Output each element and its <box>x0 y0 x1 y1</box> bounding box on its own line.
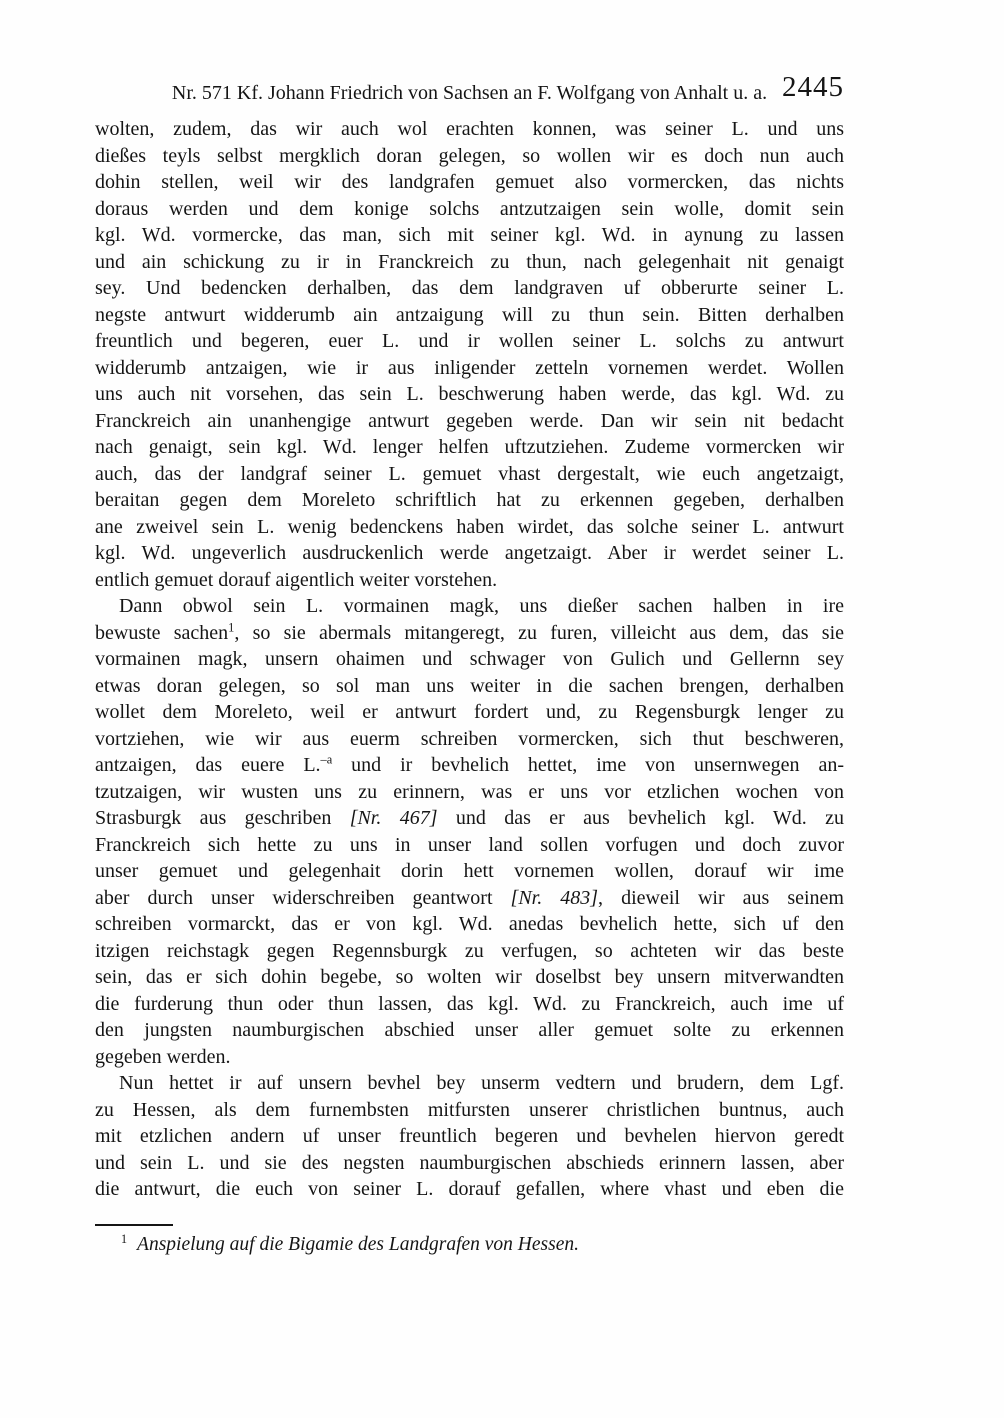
text-line <box>95 1097 844 1124</box>
text-line <box>95 196 844 223</box>
text-run: auch, das der landgraf seiner L. gemuet vhast dergestalt, wie euch angetzaigt, <box>95 462 844 485</box>
text-line <box>95 249 844 276</box>
text-run: und ain schickung zu ir in Franckreich zu thun, nach gelegenhait nit genaigt <box>95 250 844 273</box>
text-run: itzigen reichstagk gegen Regennsburgk zu verfugen, so achteten wir das beste <box>95 939 844 962</box>
text-line <box>95 116 844 143</box>
text-line <box>95 381 844 408</box>
page-number: 2445 <box>782 71 844 103</box>
editorial-reference: [Nr. 467] <box>349 807 438 829</box>
text-run: Dann obwol sein L. vormainen magk, uns dießer sachen halben in ire <box>119 595 844 617</box>
text-run: doraus werden und dem konige solchs antzutzaigen sein wolle, domit sein <box>95 197 844 220</box>
text-run: negste antwurt widderumb ain antzaigung will zu thun sein. Bitten derhalben <box>95 303 844 326</box>
text-run: , dieweil wir aus seinem <box>598 886 844 909</box>
text-line <box>95 408 844 435</box>
text-run: schreiben vormarckt, das er von kgl. Wd. anedas bevhelich hette, sich uf den <box>95 913 844 935</box>
text-run: Nun hettet ir auf unsern bevhel bey unserm vedtern und brudern, dem Lgf. <box>119 1072 844 1094</box>
running-head-title: Nr. 571 Kf. Johann Friedrich von Sachsen an F. Wolfgang von Anhalt u. a. <box>171 82 768 104</box>
text-run: etwas doran gelegen, so sol man uns weiter in die sachen brengen, derhalben <box>95 674 844 697</box>
text-line <box>95 673 844 700</box>
text-run: und sein L. und sie des negsten naumburgischen abschieds erinnern lassen, aber <box>95 1151 844 1174</box>
text-run: aber durch unser widerschreiben geantwort <box>95 886 511 909</box>
text-line <box>95 991 844 1018</box>
text-run: entlich gemuet dorauf aigentlich weiter vorstehen. <box>95 568 498 591</box>
text-line <box>95 593 844 620</box>
text-run: dohin stellen, weil wir des landgrafen gemuet also vormercken, das nichts <box>95 171 844 193</box>
text-line <box>95 567 844 594</box>
text-line <box>95 434 844 461</box>
text-line <box>95 461 844 488</box>
text-run: kgl. Wd. ungeverlich ausdruckenlich werde angetzaigt. Aber ir werdet seiner L. <box>95 542 844 564</box>
text-run: wollet dem Moreleto, weil er antwurt fordert und, zu Regensburgk lenger zu <box>95 701 844 723</box>
text-run: uns auch nit vorsehen, das sein L. beschwerung haben werde, das kgl. Wd. zu <box>95 383 844 405</box>
text-run: wolten, zudem, das wir auch wol erachten konnen, was seiner L. und uns <box>95 118 844 140</box>
text-line <box>95 752 844 779</box>
text-run: bewuste sachen <box>95 621 229 644</box>
text-line <box>95 858 844 885</box>
text-line <box>95 222 844 249</box>
text-line <box>95 885 844 912</box>
text-line <box>95 726 844 753</box>
text-run: ane zweivel sein L. wenig bedenckens haben wirdet, das solche seiner L. antwurt <box>95 515 844 538</box>
text-line <box>95 1176 844 1203</box>
text-line <box>95 699 844 726</box>
text-run: sey. Und bedencken derhalben, das dem landgraven uf obberurte seiner L. <box>95 277 844 299</box>
text-run: Franckreich ain unanhengige antwurt gegeben werde. Dan wir sein nit bedacht <box>95 409 844 432</box>
text-line <box>95 938 844 965</box>
text-run: den jungsten naumburgischen abschied unser aller gemuet solte zu erkennen <box>95 1019 844 1041</box>
text-line <box>95 805 844 832</box>
text-line <box>95 646 844 673</box>
text-run: zu Hessen, als dem furnembsten mitfursten unserer christlichen buntnus, auch <box>95 1098 844 1121</box>
text-line <box>95 779 844 806</box>
text-line <box>95 355 844 382</box>
text-line <box>95 1123 844 1150</box>
text-run: nach genaigt, sein kgl. Wd. lenger helfen uftzutziehen. Zudeme vormercken wir <box>95 436 844 458</box>
body-text <box>95 116 844 1203</box>
text-line <box>95 964 844 991</box>
text-run: und ir bevhelich hettet, ime von unsernwegen an- <box>332 754 844 776</box>
text-run: mit etzlichen andern uf unser freuntlich begeren und bevhelen hiervon geredt <box>95 1125 844 1147</box>
text-line <box>95 911 844 938</box>
text-run: vormainen magk, unsern ohaimen und schwager von Gulich und Gellernn sey <box>95 648 844 670</box>
footnote-text: Anspielung auf die Bigamie des Landgrafen von Hessen. <box>137 1234 579 1255</box>
text-run: widderumb antzaigen, wie ir aus inligender zetteln vornemen werdet. Wollen <box>95 356 844 379</box>
editorial-reference: [Nr. 483] <box>510 886 599 909</box>
text-line <box>95 514 844 541</box>
text-line <box>95 169 844 196</box>
page-header <box>95 71 844 106</box>
text-run: beraitan gegen dem Moreleto schriftlich hat zu erkennen gegeben, derhalben <box>95 489 844 511</box>
footnote-marker: 1 <box>121 1231 128 1246</box>
text-run: die furderung thun oder thun lassen, das kgl. Wd. zu Franckreich, auch ime uf <box>95 992 844 1015</box>
text-line <box>95 1150 844 1177</box>
text-run: gegeben werden. <box>95 1045 231 1068</box>
text-run: vortziehen, wie wir aus euerm schreiben vormercken, sich thut beschweren, <box>95 727 844 750</box>
text-run: freuntlich und begeren, euer L. und ir wollen seiner L. solchs zu antwurt <box>95 330 844 352</box>
text-line <box>95 540 844 567</box>
text-run: tzutzaigen, wir wusten uns zu erinnern, was er uns vor etzlichen wochen von <box>95 780 844 803</box>
text-line <box>95 832 844 859</box>
text-run: kgl. Wd. vormercke, das man, sich mit seiner kgl. Wd. in aynung zu lassen <box>95 224 844 246</box>
text-run: dießes teyls selbst mergklich doran gelegen, so wollen wir es doch nun auch <box>95 144 844 167</box>
text-run: , so sie abermals mitangeregt, zu furen, villeicht aus dem, das sie <box>234 621 844 644</box>
text-line <box>95 302 844 329</box>
text-line <box>95 1044 844 1071</box>
text-run: unser gemuet und gelegenhait dorin hett vornemen wollen, dorauf wir ime <box>95 860 844 882</box>
footnote <box>95 1232 844 1258</box>
text-line <box>95 1017 844 1044</box>
text-line <box>95 143 844 170</box>
text-run: sein, das er sich dohin begebe, so wolten wir doselbst bey unsern mitverwandten <box>95 966 844 988</box>
text-run: Franckreich sich hette zu uns in unser land sollen vorfugen und doch zuvor <box>95 833 844 856</box>
text-line <box>95 275 844 302</box>
text-run: antzaigen, das euere L. <box>95 754 321 776</box>
text-run: und das er aus bevhelich kgl. Wd. zu <box>437 807 844 829</box>
text-line <box>95 487 844 514</box>
text-line <box>95 620 844 647</box>
text-line <box>95 1070 844 1097</box>
text-run: Strasburgk aus geschriben <box>95 807 350 829</box>
footnote-rule <box>95 1224 173 1226</box>
footnote-reference: –a <box>320 752 333 767</box>
text-line <box>95 328 844 355</box>
footnote-reference: 1 <box>228 619 235 634</box>
text-run: die antwurt, die euch von seiner L. dorauf gefallen, where vhast und eben die <box>95 1178 844 1200</box>
